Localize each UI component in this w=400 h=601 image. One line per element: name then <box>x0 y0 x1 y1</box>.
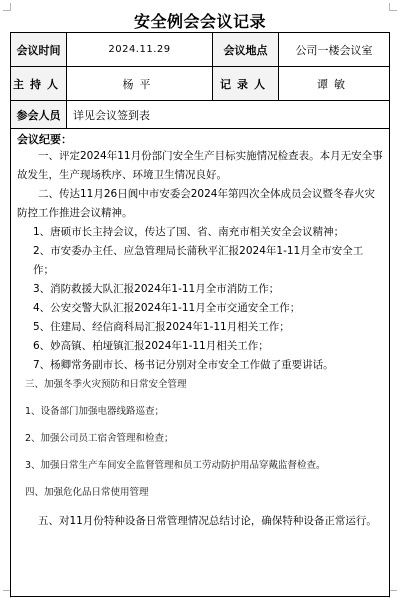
minutes-subitem-3-3: 3、加强日常生产车间安全监督管理和员工劳动防护用品穿戴监督检查。 <box>25 460 326 471</box>
minutes-subitem-2-3: 3、消防救援大队汇报2024年1-11月全市消防工作； <box>33 283 280 295</box>
participants-value[interactable]: 详见会议签到表 <box>73 108 150 122</box>
minutes-subitem-2-2: 2、市安委办主任、应急管理局长蒲秋平汇报2024年1-11月全市安全工作； <box>33 245 364 276</box>
meeting-time-location-row <box>11 33 389 67</box>
participants-label: 参会人员 <box>11 101 67 128</box>
meeting-location-label: 会议地点 <box>213 33 279 66</box>
minutes-item-1: 一、评定2024年11月份部门安全生产目标实施情况检查表。本月无安全事故发生，生产现场秩序、环境卫生情况良好。 <box>17 150 383 181</box>
recorder-label: 记录人 <box>213 67 279 100</box>
minutes-subitem-2-4: 4、公安交警大队汇报2024年1-11月全市交通安全工作； <box>33 302 301 314</box>
recorder-value[interactable]: 谭敏 <box>317 77 351 91</box>
minutes-item-4: 四、加强危化品日常使用管理 <box>25 487 149 498</box>
minutes-item-3: 三、加强冬季火灾预防和日常安全管理 <box>25 379 187 390</box>
host-recorder-row <box>11 67 389 101</box>
minutes-subitem-3-1: 1、设备部门加强电器线路巡查； <box>25 406 165 417</box>
meeting-location-value[interactable]: 公司一楼会议室 <box>295 43 373 57</box>
minutes-item-5: 五、对11月份特种设备日常管理情况总结讨论，确保特种设备正常运行。 <box>38 515 377 527</box>
host-label: 主持人 <box>11 67 67 100</box>
minutes-subitem-2-1: 1、唐硕市长主持会议，传达了国、省、南充市相关安全会议精神； <box>33 226 345 238</box>
meeting-minutes-section[interactable] <box>11 129 389 596</box>
meeting-time-value[interactable]: 2024.11.29 <box>67 33 213 66</box>
participants-row <box>11 101 389 129</box>
host-value[interactable]: 杨平 <box>67 67 213 100</box>
minutes-subitem-2-5: 5、住建局、经信商科局汇报2024年1-11月相关工作； <box>33 321 290 333</box>
minutes-subitem-2-6: 6、妙高镇、柏垭镇汇报2024年1-11月相关工作； <box>33 340 269 352</box>
minutes-label: 会议纪要： <box>17 133 72 146</box>
minutes-subitem-3-2: 2、加强公司员工宿舍管理和检查； <box>25 433 174 444</box>
document-title: 安全例会会议记录 <box>133 12 266 31</box>
page-corner-mark <box>389 590 397 598</box>
meeting-time-label: 会议时间 <box>11 33 67 66</box>
minutes-item-2: 二、传达11月26日阆中市安委会2024年第四次全体成员会议暨冬春火灾防控工作推进会议精神。 <box>17 188 375 219</box>
meeting-record-table <box>10 32 390 597</box>
minutes-subitem-2-7: 7、杨卿常务副市长、杨书记分别对全市安全工作做了重要讲话。 <box>33 359 334 371</box>
